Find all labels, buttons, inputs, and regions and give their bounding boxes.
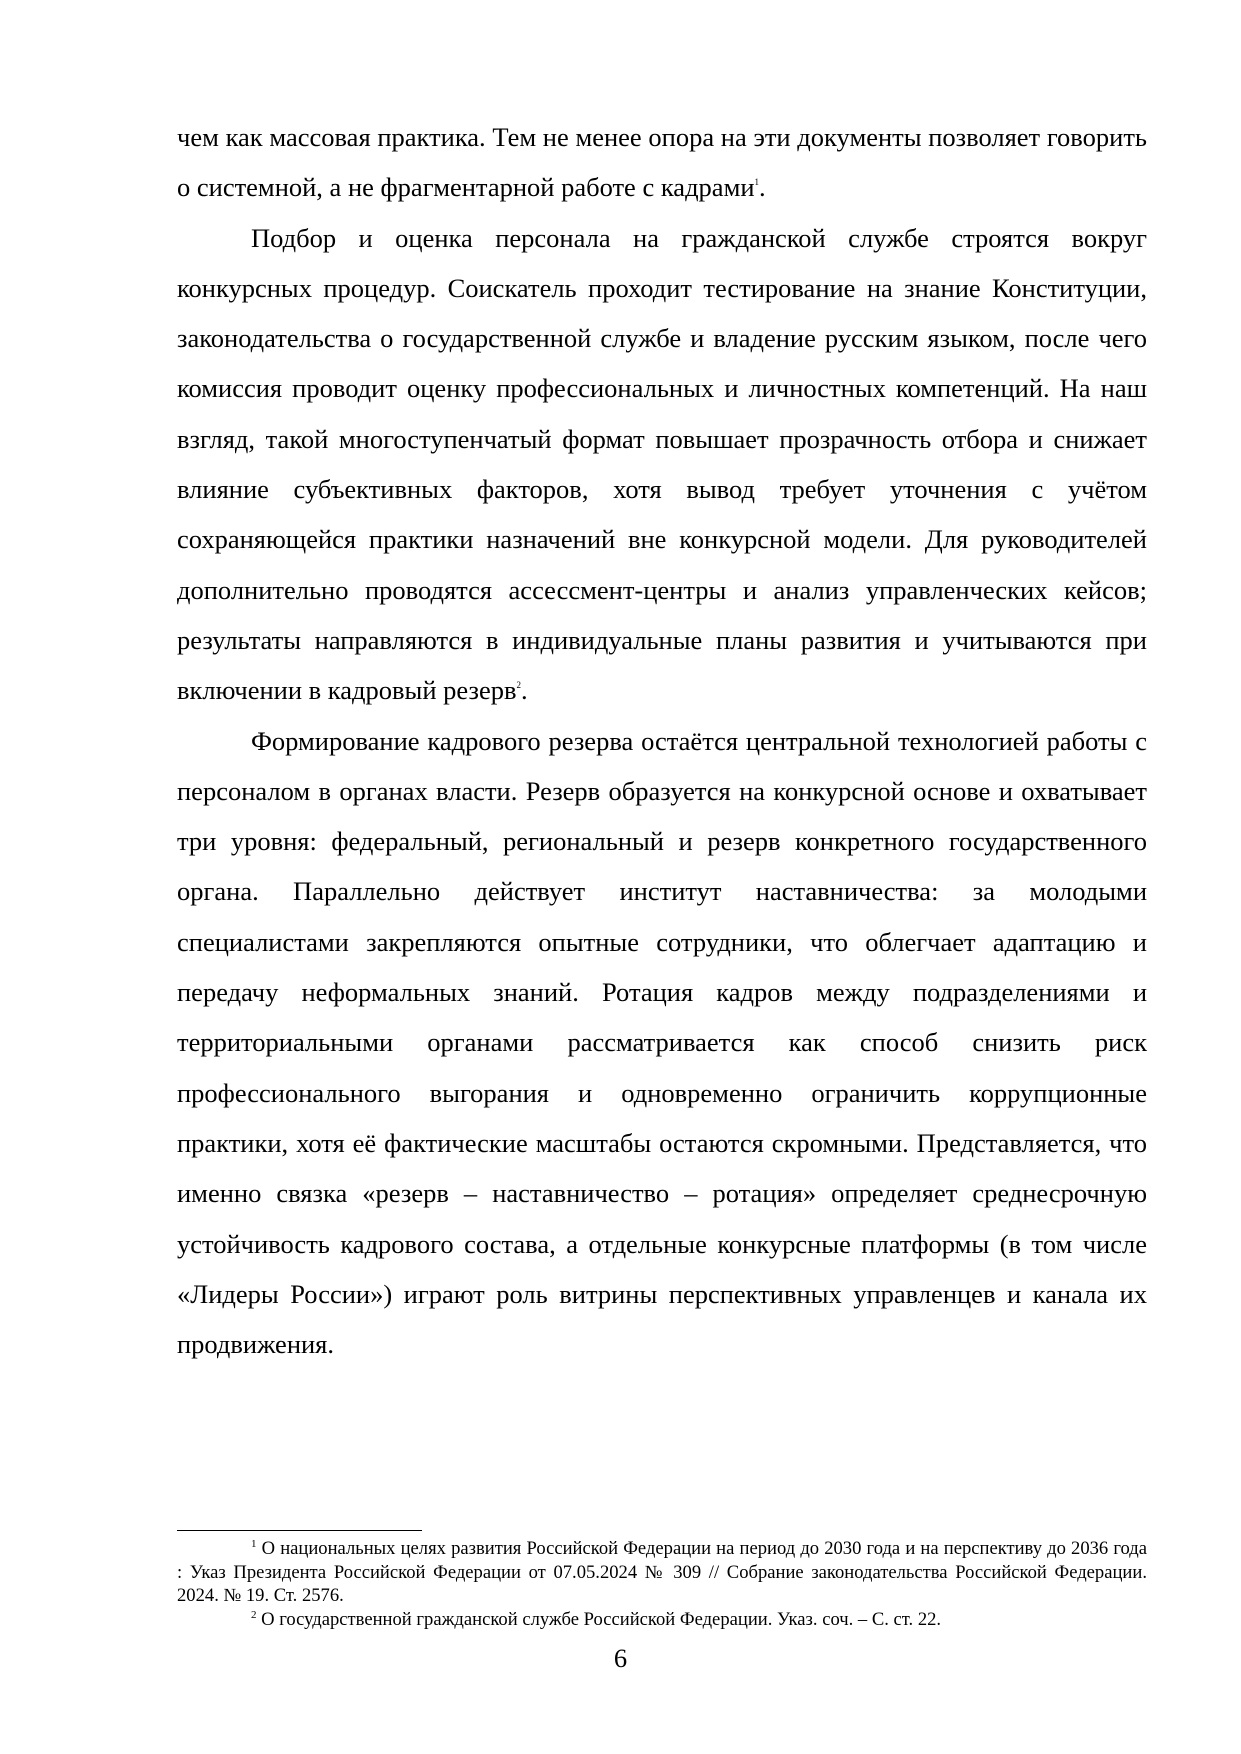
- footnote-reference[interactable]: 1: [754, 177, 760, 188]
- paragraph-reserve: [177, 716, 1147, 1370]
- footnote-item: [177, 1537, 1147, 1608]
- footnote-text: О национальных целях развития Российской Федерации на период до 2030 года и на перспективу до 2036 года : Указ Президента Российской Федерации от 07.05.2024 № 309 // Собрание законодательства Российской Федерации. 2024. № 19. Ст. 2576.: [177, 1538, 1147, 1606]
- footnote-text: О государственной гражданской службе Российской Федерации. Указ. соч. – С. ст. 22.: [261, 1608, 942, 1630]
- paragraph-tail: .: [759, 172, 766, 203]
- paragraph-tail: .: [520, 675, 528, 706]
- paragraph-continuation: [177, 112, 1147, 213]
- footnotes: [177, 1537, 1147, 1631]
- body-text: [177, 112, 1147, 1369]
- paragraph-selection: [177, 213, 1147, 716]
- footnote-number: 2: [251, 1608, 257, 1621]
- paragraph-text: Формирование кадрового резерва остаётся центральной технологией работы с персоналом в органах власти. Резерв образуется на конкурсной основе и охватывает три уровня: федеральный, региональный и резерв конкретного государственного органа. Параллельно действует институт наставничества: за молодыми специалистами закрепляются опытные сотрудники, что облегчает адаптацию и передачу неформальных знаний. Ротация кадров между подразделениями и территориальными органами рассматривается как способ снизить риск профессионального выгорания и одновременно ограничить коррупционные практики, хотя её фактические масштабы остаются скромными. Представляется, что именно связка «резерв – наставничество – ротация» определяет среднесрочную устойчивость кадрового состава, а отдельные конкурсные платформы (в том числе «Лидеры России») играют роль витрины перспективных управленцев и канала их продвижения.: [177, 725, 1147, 1360]
- paragraph-text: Подбор и оценка персонала на гражданской службе строятся вокруг конкурсных процедур. Соискатель проходит тестирование на знание Конституции, законодательства о государственной службе и владение русским языком, после чего комиссия проводит оценку профессиональных и личностных компетенций. На наш взгляд, такой многоступенчатый формат повышает прозрачность отбора и снижает влияние субъективных факторов, хотя вывод требует уточнения с учётом сохраняющейся практики назначений вне конкурсной модели. Для руководителей дополнительно проводятся ассессмент-центры и анализ управленческих кейсов; результаты направляются в индивидуальные планы развития и учитываются при включении в кадровый резерв: [177, 222, 1147, 706]
- paragraph-text: чем как массовая практика. Тем не менее опора на эти документы позволяет говорить о системной, а не фрагментарной работе с кадрами: [177, 122, 1147, 203]
- footnote-separator: [177, 1530, 422, 1531]
- footnote-item: [177, 1608, 1147, 1632]
- footnote-reference[interactable]: 2: [516, 680, 521, 691]
- footnote-number: 1: [251, 1538, 257, 1550]
- page-number: 6: [613, 1643, 628, 1673]
